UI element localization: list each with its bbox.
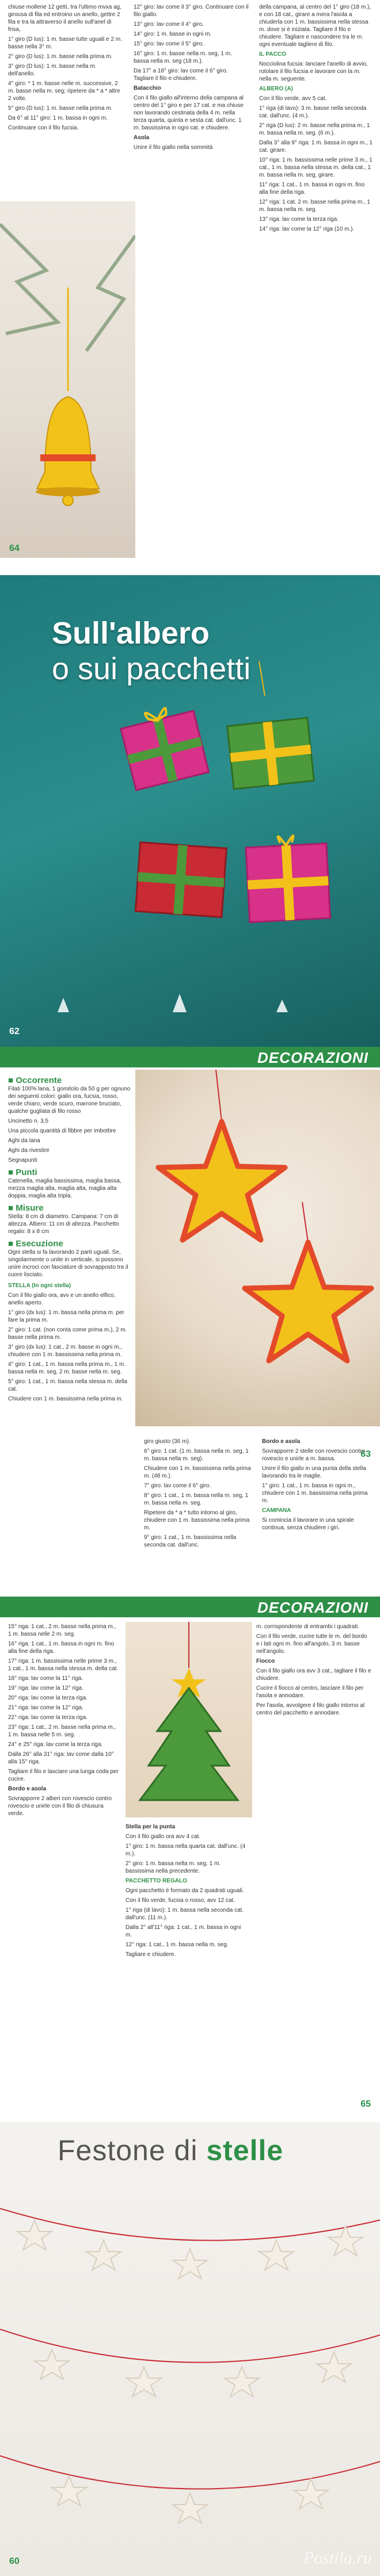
text-paragraph: Con il filo verde, fucsia o rosso, avv 12 cat.: [126, 1897, 235, 1904]
title-line1: Sull'albero: [52, 616, 210, 650]
text-paragraph: Ogni pacchetto è formato da 2 quadrati uguali.: [126, 1888, 244, 1894]
title-line2: o sui pacchetti: [52, 652, 251, 686]
text-paragraph: 2° giro: 1 m. bassa nella m. seg. 1 m. bassissima nella precedente.: [126, 1861, 221, 1874]
text-paragraph: Continuare con il filo fucsia.: [8, 125, 79, 131]
misure-text: Stella: 8 cm di diametro. Campana: 7 cm di altezza. Albero: 11 cm di altezza. Pacchetto regalo: 8 x 8 cm: [8, 1214, 119, 1235]
text-paragraph: 16° giro: 1 m. basse nella m. seg, 1 m. bassa nella m. seg (18 m.).: [134, 51, 232, 64]
text-paragraph: 9° giro: 1 cat., 1 m. bassissima nella seconda cat. dall'unc.: [144, 1534, 237, 1548]
stella-column3: [262, 1438, 371, 1534]
text-paragraph: 12° riga: 1 cat., 1 m. bassa nella m. seg.: [126, 1942, 229, 1948]
subheading: IL PACCO: [259, 51, 286, 58]
page-number: 65: [360, 2099, 371, 2109]
text-paragraph: 3° giro (D lus): 1 m. basse nella m. dell'anello.: [8, 63, 97, 77]
page64-col3: [259, 3, 374, 235]
esecuzione-heading-text: Esecuzione: [16, 1239, 63, 1249]
text-paragraph: 22° riga: lav come la terza riga.: [8, 1714, 88, 1721]
text-paragraph: 12° giro: lav come il 3° giro. Continuare con il filo giallo.: [134, 4, 249, 18]
page64-col1: [8, 3, 124, 134]
text-paragraph: 15° giro: lav come il 5° giro.: [134, 41, 204, 47]
star-garland-image: [0, 2185, 380, 2554]
page-number: 64: [9, 543, 20, 553]
text-paragraph: 3° giro (dx lus): 1 cat., 2 m. basse in ogni m., chiudere con 1 m. bassissima nella prima m.: [8, 1344, 122, 1358]
esecuzione-heading: ■ Esecuzione: [8, 1239, 63, 1249]
text-paragraph: 21° riga: lav come la 12° riga.: [8, 1705, 83, 1711]
page60-title: [58, 2134, 283, 2167]
text-paragraph: 16° riga: 1 cat., 1 m. bassa in ogni m. fino alla fine della riga.: [8, 1641, 115, 1655]
stella-column2: [144, 1438, 256, 1551]
text-paragraph: 19° riga: lav come la 12° riga.: [8, 1685, 83, 1691]
page64-col2: [134, 3, 249, 154]
text-paragraph: 5° giro (D lus): 1 m. basse nella prima m.: [8, 105, 113, 112]
text-paragraph: Unire il filo giallo in una punta della stella lavorando tra le maglie.: [262, 1465, 366, 1479]
text-paragraph: Per l'asola, avvolgere il filo giallo intorno al centro del pacchetto e annodare.: [256, 1702, 365, 1716]
text-paragraph: Dalla 26° alla 31° riga: lav come dalla 10° alla 15° riga.: [8, 1751, 114, 1765]
text-paragraph: 13° riga: lav come la terza riga.: [259, 216, 339, 223]
text-paragraph: Chiudere con 1 m. bassissima nella prima m. (48 m.).: [144, 1465, 251, 1479]
text-paragraph: 17° riga: 1 m. bassissima nelle prime 3 m., 1 cat., 1 m. bassa nella stessa m. della cat.: [8, 1658, 119, 1672]
text-paragraph: della campana, al centro del 1° giro (18 m.), e con 18 cat., girare a mera l'asola a chiuderla con 1 m. bassissima nella stessa m. dove si è iniziata. Tagliare il filo e chiudere. Tagliare e nascondere tra le m. ogni eventuale tagliere di filo.: [259, 4, 371, 48]
text-paragraph: Con il filo verde, cucire tutte le m. del bordo e i lati ogni m. fino all'angolo, 3 m. basse nell'angolo.: [256, 1633, 367, 1655]
text-paragraph: 7° giro: lav come il 6° giro.: [144, 1483, 211, 1489]
page65-col3: [256, 1623, 371, 1719]
gift-ornaments-image: [0, 575, 380, 1047]
materials-item: Uncinetto n. 3,5: [8, 1118, 49, 1124]
page-number: 62: [9, 1027, 20, 1036]
subheading: PACCHETTO REGALO: [126, 1878, 187, 1884]
title-light: Festone di: [58, 2134, 207, 2167]
star-ornaments-image: [135, 1070, 380, 1426]
tree-ornament-photo: [126, 1622, 252, 1817]
section-banner: [0, 1597, 380, 1617]
esecuzione-text: Ogni stella si fa lavorando 2 parti uguali. Se, singolarmente o unite in verticale, si possono unire incroci con fasciature di sovrapposto tra il cuore lisciato.: [8, 1249, 128, 1278]
title-bold: stelle: [206, 2134, 284, 2167]
text-paragraph: 10° riga: 1 m. bassissima nelle prime 3 m., 1 cat., 1 m. bassa nella stessa m. della cat., 1 m. bassa nella m. seg, girare.: [259, 157, 373, 178]
text-paragraph: 11° riga: 1 cat., 1 m. bassa in ogni m. fino alla fine della riga.: [259, 182, 365, 196]
bell-photo: [0, 201, 135, 558]
page-65: [0, 1593, 380, 2122]
text-paragraph: Si comincia il lavorare in una spirale continua, senza chiudere i giri.: [262, 1517, 354, 1531]
punti-heading-text: Punti: [16, 1168, 37, 1177]
text-paragraph: chiuse mollene 12 gettì, tra l'ultimo mvxa ag, girousa di fila ed entroino un anello, gettre 2 fila e tra la attraverso il anello sull'anel di frisa,: [8, 4, 122, 33]
page-number: 63: [360, 1449, 371, 1459]
text-paragraph: Cucire il fiocco al centro, lasciare il filo per l'asola e annodare.: [256, 1685, 364, 1699]
subheading: Bordo e asola: [262, 1438, 301, 1445]
subheading: Bordo e asola: [8, 1786, 47, 1792]
text-paragraph: 13° giro: lav come il 4° giro.: [134, 21, 204, 28]
materials-item: Filati 100% lana, 1 gomitolo da 50 g per ognuno dei seguenti colori: giallo ora, fucsia, rosso, verde chiaro, verde scuro, marrone bruciato, qualche gugliata di filo rosso: [8, 1086, 131, 1115]
text-paragraph: 20° riga: lav come la terza riga.: [8, 1695, 88, 1701]
text-paragraph: 23° riga: 1 cat., 2 m. basse nella prima m., 1 m. bassa nelle 5 m. seg.: [8, 1724, 116, 1738]
text-paragraph: 24° e 25° riga: lav come la terza riga.: [8, 1741, 103, 1748]
subheading: Asola: [134, 135, 150, 141]
text-paragraph: Con il filo giallo all'interno della campana al centro del 1° giro e per 17 cat. e ma chiuse non lavorando cestinata della 4 m. nella terza quarta, quinta e sesta cat. dall'unc. 1 m. bassissima in ogni cat. e chiudere.: [134, 95, 244, 131]
text-paragraph: Sovrapporre 2 stelle con rovescio contro rovescio e unirle a m. bassa.: [262, 1448, 365, 1462]
page65-col2: [126, 1823, 246, 1961]
banner-title: DECORAZIONI: [257, 1049, 368, 1066]
text-paragraph: 1° giro: 1 cat., 1 m. bassa in ogni m., chiudere con 1 m. bassissima nella prima m.: [262, 1483, 368, 1504]
occorrente-heading-text: Occorrente: [16, 1075, 62, 1085]
text-paragraph: Con il filo giallo ora avv 3 cat., tagliare il filo e chiudere.: [256, 1668, 371, 1682]
page-62: [0, 575, 380, 1047]
text-paragraph: 2° giro (D lus): 1 m. basse nella prima m.: [8, 53, 113, 60]
text-paragraph: Ripetere da * a * tutto intorno al giro, chiudere con 1 m. bassissima nella prima m.: [144, 1510, 250, 1531]
materials-item: Una piccola quantità di fibbre per imbottire: [8, 1128, 116, 1134]
text-paragraph: Unire il filo giallo nella sommità: [134, 144, 213, 151]
text-paragraph: Con il filo giallo ora, avv e un anello elfico, anello aperto.: [8, 1292, 116, 1306]
page-64: [0, 0, 380, 575]
text-paragraph: 18° riga: lav come la 11° riga.: [8, 1675, 83, 1682]
text-paragraph: 4° giro: * 1 m. basse nelle m. successive, 2 m. basse nella m. seg; ripetere da * a * altre 2 volte.: [8, 81, 120, 102]
text-paragraph: 15° riga: 1 cat., 2 m. basse nella prima m., 1 m. bassa nelle 2 m. seg.: [8, 1624, 116, 1637]
occorrente-heading: ■ Occorrente: [8, 1075, 62, 1085]
text-paragraph: Tagliare e chiudere.: [126, 1951, 176, 1958]
materials-item: Aghi da lana: [8, 1138, 40, 1144]
text-paragraph: Da 17° a 18° giro: lav come il 6° giro. Tagliare il filo e chiudere.: [134, 68, 228, 82]
text-paragraph: m. corrispondente di entrambi i quadrati.: [256, 1624, 359, 1630]
text-paragraph: 1° riga (di lavo): 1 m. bassa nella seconda cat. dall'unc. (11 m.).: [126, 1907, 244, 1921]
text-paragraph: 1° giro (D lus): 1 m. basse tutte uguali e 2 m. basse nella 3° m.: [8, 36, 122, 50]
stella-heading: STELLA (In ogni stella): [8, 1283, 71, 1289]
misure-heading-text: Misure: [16, 1203, 44, 1213]
materials-item: Segnapunti: [8, 1157, 37, 1163]
page-60: [0, 2122, 380, 2576]
text-paragraph: 8° giro: 1 cat., 1 m. bassa nella m. seg, 1 m. bassa nella m. seg.: [144, 1492, 249, 1506]
text-paragraph: 1° giro: 1 m. bassa nella quarta cat. dall'unc. (4 m.).: [126, 1843, 246, 1857]
text-paragraph: 2° riga (D lus): 2 m. basse nella prima m., 1 m. bassa nella m. seg. (6 m.).: [259, 123, 370, 136]
text-paragraph: 5° giro: 1 cat., 1 m. bassa nella stessa m. della cat.: [8, 1379, 127, 1392]
text-paragraph: Con il filo verde, avv 5 cat.: [259, 95, 327, 102]
subheading: Stella per la punta: [126, 1824, 176, 1830]
bell-ornament-image: [0, 201, 135, 558]
subheading: CAMPANA: [262, 1507, 291, 1514]
star-ornaments-photo: [135, 1070, 380, 1426]
text-paragraph: Con il filo giallo ora avv 4 cat.: [126, 1834, 201, 1840]
text-paragraph: 2° giro: 1 cat. (non conta come prima m.), 2 m. basse nella prima m.: [8, 1327, 127, 1341]
text-paragraph: Da 6° al 11° giro: 1 m. bassa in ogni m.: [8, 115, 108, 121]
section-banner: [0, 1047, 380, 1067]
text-paragraph: 14° giro: 1 m. basse in ogni m.: [134, 31, 212, 37]
watermark: Postila.ru: [303, 2548, 372, 2567]
text-paragraph: 1° riga (di lavo): 3 m. basse nella seconda cat. dall'unc. (4 m.).: [259, 105, 367, 119]
tree-ornament-image: [126, 1622, 252, 1817]
materials-column: [8, 1072, 132, 1405]
text-paragraph: Nocciolina fucsia: lanciare l'anello di avvio, rotolare il filo fucsia e lavorare con la m. nella m. seguente.: [259, 61, 368, 82]
text-paragraph: 1° giro (dx lus): 1 m. bassa nella prima m. per fare la prima m.: [8, 1310, 124, 1323]
text-paragraph: Tagliare il filo e lasciare una lunga coda per cucire.: [8, 1769, 119, 1782]
page65-col1: [8, 1623, 120, 1820]
text-paragraph: 4° giro: 1 cat., 1 m. bassa nella prima m., 1 m. bassa nella m. seg, 2 m. basse nella m. seg.: [8, 1361, 126, 1375]
text-paragraph: 6° giro: 1 cat. (1 m. bassa nella m. seg, 1 m. bassa nella m. seg).: [144, 1448, 249, 1462]
page-number: 60: [9, 2556, 20, 2566]
text-paragraph: Dalla 2° all'11° riga: 1 cat., 1 m. bassa in ogni m.: [126, 1924, 241, 1938]
punti-text: Catenella, maglia bassissima, maglia bassa, mezza maglia alta, maglia alta, maglia alta doppia, maglia alta tripla.: [8, 1178, 121, 1199]
subheading: Batacchio: [134, 85, 161, 91]
text-paragraph: Sovrapporre 2 alberi con rovescio contro rovescio e unirle con il filo di chiusura verde.: [8, 1796, 112, 1817]
misure-heading: ■ Misure: [8, 1203, 44, 1213]
subheading: Fiocco: [256, 1658, 275, 1664]
page-63: [0, 1047, 380, 1593]
banner-title: DECORAZIONI: [257, 1599, 368, 1616]
punti-heading: ■ Punti: [8, 1168, 37, 1177]
text-paragraph: giro giusto (36 m).: [144, 1438, 191, 1445]
text-paragraph: 14° riga: lav come la 12° riga (10 m.).: [259, 226, 355, 232]
text-paragraph: Chiudere con 1 m. bassissima nella prima m.: [8, 1396, 123, 1402]
subheading: ALBERO (A): [259, 86, 293, 92]
text-paragraph: Dalla 3° alla 9° riga: 1 m. bassa in ogni m., 1 cat. girare.: [259, 140, 373, 154]
text-paragraph: 12° riga: 1 cat. 2 m. basse nella prima m., 1 m. bassa nella m. seg.: [259, 199, 370, 213]
materials-item: Aghi da rivestire: [8, 1147, 50, 1154]
